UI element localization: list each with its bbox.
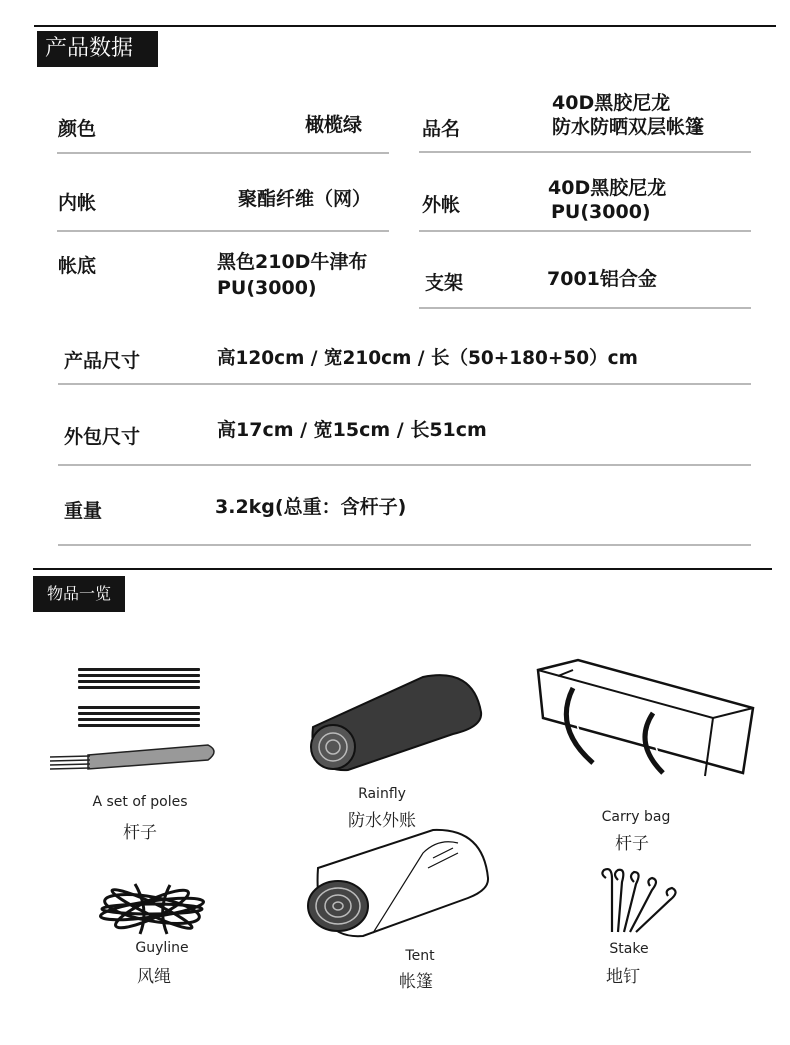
spec-value-name-1: 40D黑胶尼龙 [552,92,671,114]
divider [57,230,389,232]
item-label-zh: 地钉 [606,967,640,987]
section-title-items: 物品一览 [33,576,125,612]
spec-value-floor-1: 黑色210D牛津布 [217,251,368,273]
spec-value-name-2: 防水防晒双层帐篷 [552,116,705,138]
spec-value-weight: 3.2kg(总重：含杆子) [215,496,407,518]
spec-value-pack: 高17cm / 宽15cm / 长51cm [217,419,487,441]
spec-value-frame: 7001铝合金 [547,268,657,290]
spec-value-inner: 聚酯纤维（网） [238,188,372,210]
spec-label-frame: 支架 [425,272,464,294]
item-label-zh: 杆子 [615,834,649,854]
spec-value-floor-2: PU(3000) [217,277,317,299]
divider [58,383,751,385]
item-label-en: Rainfly [358,786,406,802]
item-label-zh: 风绳 [137,967,171,987]
spec-label-inner: 内帐 [58,192,97,214]
carry-bag-icon [533,658,758,778]
spec-label-weight: 重量 [64,500,103,522]
item-label-zh: 防水外账 [348,811,416,831]
tent-poles-icon [48,665,218,780]
section-title-specs: 产品数据 [37,31,158,67]
spec-label-size: 产品尺寸 [64,350,141,372]
spec-label-outer: 外帐 [422,194,461,216]
rainfly-roll-icon [303,672,483,772]
spec-value-outer-1: 40D黑胶尼龙 [548,177,667,199]
item-label-en: Tent [405,948,435,964]
divider [419,307,751,309]
spec-value-outer-2: PU(3000) [551,201,651,223]
item-label-en: A set of poles [92,794,188,810]
spec-label-color: 颜色 [58,118,97,140]
divider [58,464,751,466]
spec-label-floor: 帐底 [58,255,97,277]
spec-value-color: 橄榄绿 [305,114,363,136]
tent-roll-icon [303,828,493,940]
spec-label-pack: 外包尺寸 [64,426,141,448]
spec-label-name: 品名 [422,118,461,140]
divider [57,152,389,154]
divider [419,230,751,232]
item-label-en: Carry bag [601,809,671,825]
spec-value-size: 高120cm / 宽210cm / 长（50+180+50）cm [217,348,638,369]
divider [58,544,751,546]
item-label-en: Stake [609,941,649,957]
guyline-icon [95,882,210,937]
stake-icon [598,864,688,934]
section-divider [33,568,772,570]
top-divider [34,25,776,27]
divider [419,151,751,153]
item-label-zh: 帐篷 [399,972,433,992]
item-label-zh: 杆子 [123,823,157,843]
item-label-en: Guyline [135,940,189,956]
